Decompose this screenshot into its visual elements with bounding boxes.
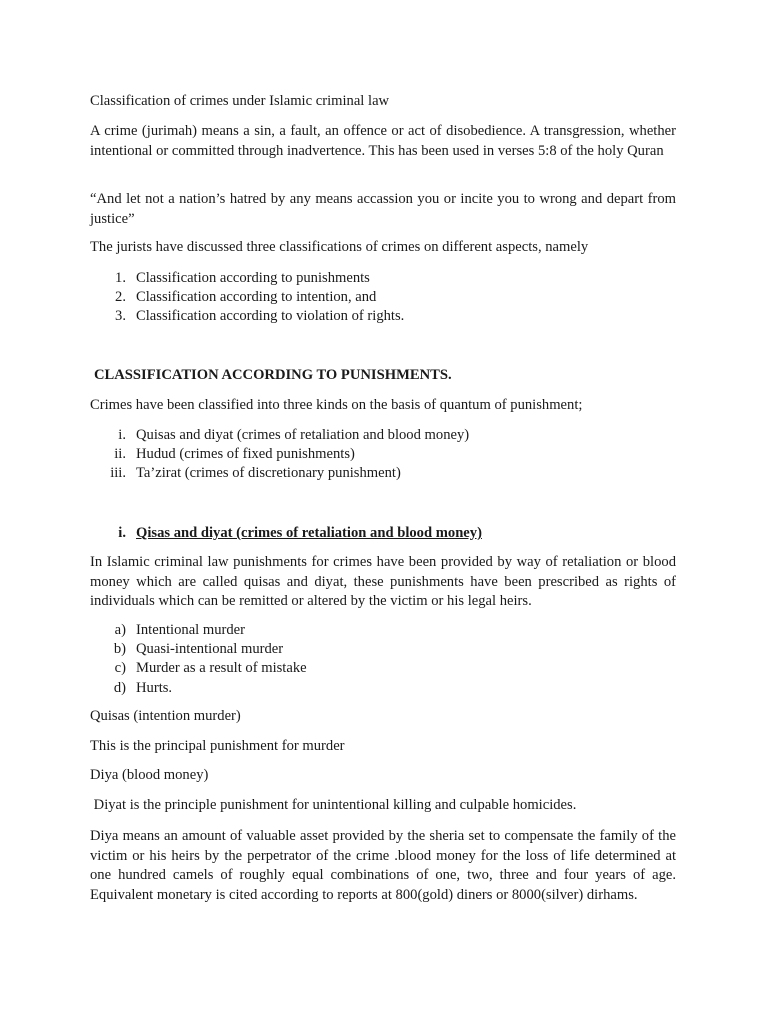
list-marker: c) xyxy=(114,660,126,676)
diya-paragraph: Diya means an amount of valuable asset provided by the sheria set to compensate the family of the victim or his heirs by the perpetrator of the crime .blood money for the loss of life determined at one hundred camels of roughly equal combinations of one, two, three and four years of age. Equivalent monetary is cited according to reports at 800(gold) diners or 8000(silver) dirhams. xyxy=(90,828,676,903)
quisas-description: This is the principal punishment for murder xyxy=(90,738,345,754)
list-text: Intentional murder xyxy=(136,622,246,638)
subheading-marker: i. xyxy=(118,525,126,541)
list-marker: 1. xyxy=(115,270,126,286)
qisas-paragraph: In Islamic criminal law punishments for crimes have been provided by way of retaliation or blood money which are called quisas and diyat, these punishments have been prescribed as rights of individuals which can be remitted or altered by the victim or his legal heirs. xyxy=(90,554,676,609)
list-text: Hurts. xyxy=(136,680,173,696)
list-text: Classification according to punishments xyxy=(136,270,370,286)
quisas-label: Quisas (intention murder) xyxy=(90,708,241,724)
list-text: Classification according to intention, and xyxy=(136,289,377,305)
diyat-description: Diyat is the principle punishment for unintentional killing and culpable homicides. xyxy=(90,797,577,813)
list-marker: a) xyxy=(114,622,126,638)
list-text: Quisas and diyat (crimes of retaliation and blood money) xyxy=(136,427,470,443)
jurists-line: The jurists have discussed three classifications of crimes on different aspects, namely xyxy=(90,239,589,255)
section-intro: Crimes have been classified into three kinds on the basis of quantum of punishment; xyxy=(90,397,583,413)
list-text: Quasi-intentional murder xyxy=(136,641,284,657)
quran-quote: “And let not a nation’s hatred by any means accassion you or incite you to wrong and depart from justice” xyxy=(90,191,676,227)
list-marker: ii. xyxy=(114,446,126,462)
intro-paragraph: A crime (jurimah) means a sin, a fault, an offence or act of disobedience. A transgression, whether intentional or committed through inadvertence. This has been used in verses 5:8 of the holy Quran xyxy=(90,123,676,159)
list-marker: 3. xyxy=(115,308,126,324)
document-title: Classification of crimes under Islamic criminal law xyxy=(90,93,390,109)
list-text: Murder as a result of mistake xyxy=(136,660,307,676)
diya-label: Diya (blood money) xyxy=(90,767,209,783)
list-marker: d) xyxy=(113,680,126,696)
list-marker: iii. xyxy=(110,465,126,481)
list-text: Classification according to violation of rights. xyxy=(136,308,405,324)
list-marker: b) xyxy=(113,641,126,657)
list-marker: i. xyxy=(118,427,126,443)
section-heading: CLASSIFICATION ACCORDING TO PUNISHMENTS. xyxy=(94,367,452,383)
list-text: Hudud (crimes of fixed punishments) xyxy=(136,446,355,462)
list-text: Ta’zirat (crimes of discretionary punishment) xyxy=(136,465,401,481)
subheading-text: Qisas and diyat (crimes of retaliation and blood money) xyxy=(136,525,482,541)
list-marker: 2. xyxy=(115,289,126,305)
